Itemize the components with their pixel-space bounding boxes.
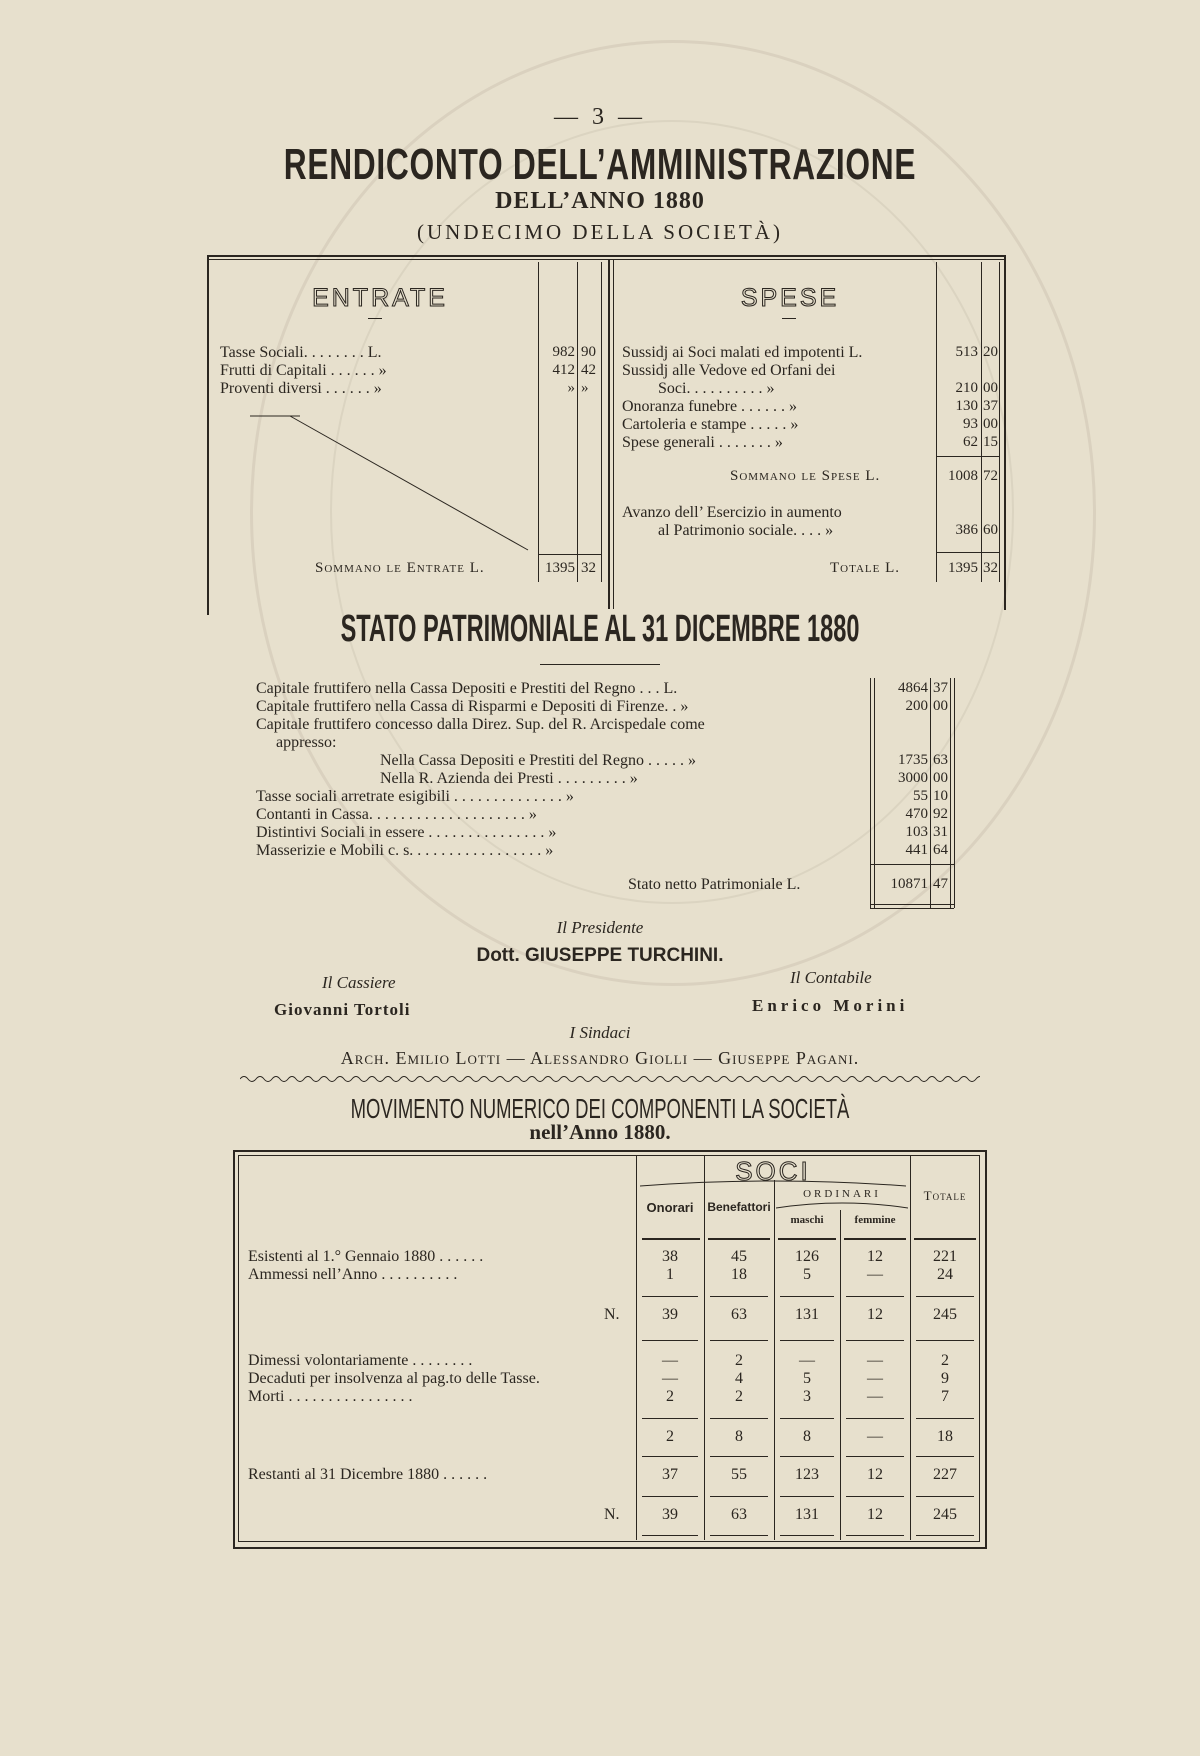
sindaci-names: Arch. Emilio Lotti — Alessandro Giolli — Giuseppe Pagani. — [340, 1048, 860, 1068]
table-cell: 45 — [731, 1248, 747, 1265]
table-cell: — — [867, 1266, 883, 1283]
spese-row-cent: 15 — [983, 434, 998, 450]
table-rule — [846, 1340, 904, 1341]
table-cell: — — [662, 1352, 678, 1369]
entrate-row-label: Frutti di Capitali . . . . . . » — [220, 362, 387, 379]
stato-row-label: Capitale fruttifero nella Cassa di Risparmi e Depositi di Firenze. . » — [256, 698, 689, 715]
table-rule — [916, 1418, 974, 1419]
spese-row-lire: 93 — [963, 416, 978, 432]
table-rule — [780, 1296, 834, 1297]
col-maschi: maschi — [790, 1214, 824, 1226]
spese-total-label: Totale L. — [830, 560, 900, 576]
stato-row-label: Contanti in Cassa. . . . . . . . . . . . . . . . . . . . » — [256, 806, 537, 823]
table-rule — [780, 1456, 834, 1457]
spese-row-cent: 00 — [983, 380, 998, 396]
table-cell: 24 — [937, 1266, 953, 1283]
table-cell: 245 — [933, 1306, 957, 1323]
cassiere-role: Il Cassiere — [322, 973, 396, 992]
entrate-row-label: Proventi diversi . . . . . . » — [220, 380, 382, 397]
table-cell: 39 — [662, 1506, 678, 1523]
report-note: (UNDECIMO DELLA SOCIETÀ) — [417, 220, 783, 244]
stato-row-cent: 31 — [933, 824, 948, 840]
spese-avanzo-line2: al Patrimonio sociale. . . . » — [658, 522, 834, 539]
spese-row-lire: 62 — [963, 434, 978, 450]
table-rule — [642, 1296, 698, 1297]
entrate-row-cent: 90 — [581, 344, 596, 360]
stato-row-lire: 55 — [913, 788, 928, 804]
table-cell: 126 — [795, 1248, 819, 1265]
table-cell: 12 — [867, 1466, 883, 1483]
stato-total-lire: 10871 — [890, 876, 928, 892]
entrate-heading: ENTRATE — [312, 284, 448, 312]
table-cell: 9 — [941, 1370, 949, 1387]
presidente-name: Dott. GIUSEPPE TURCHINI. — [476, 945, 724, 966]
table-row-label: N. — [604, 1306, 620, 1323]
table-cell: 4 — [735, 1370, 743, 1387]
stato-total-label: Stato netto Patrimoniale L. — [628, 876, 801, 893]
stato-row-cent: 00 — [933, 770, 948, 786]
entrate-total-cent: 32 — [581, 560, 596, 576]
table-cell: 63 — [731, 1306, 747, 1323]
spese-row-cent: 20 — [983, 344, 998, 360]
entrate-total-label: Sommano le Entrate L. — [315, 560, 485, 576]
spese-subtotal-lire: 1008 — [948, 468, 978, 484]
spese-row-label: Onoranza funebre . . . . . . » — [622, 398, 798, 415]
spese-subtotal-label: Sommano le Spese L. — [730, 468, 881, 484]
table-row-label: N. — [604, 1506, 620, 1523]
table-cell: 221 — [933, 1248, 957, 1265]
spese-row-label: Sussidj alle Vedove ed Orfani dei — [622, 362, 836, 379]
stato-row-cent: 92 — [933, 806, 948, 822]
wavy-divider — [240, 1074, 980, 1084]
table-rule — [916, 1296, 974, 1297]
stato-row-cent: 63 — [933, 752, 948, 768]
entrate-row-lire: » — [567, 380, 575, 396]
table-row-label: Esistenti al 1.° Gennaio 1880 . . . . . . — [248, 1248, 484, 1265]
stato-row-cent: 64 — [933, 842, 948, 858]
spese-avanzo-lire: 386 — [955, 522, 978, 538]
table-cell: — — [799, 1352, 815, 1369]
stato-row-lire: 470 — [905, 806, 928, 822]
spese-row-cent: 00 — [983, 416, 998, 432]
ordinari-header: ORDINARI — [803, 1188, 881, 1200]
cancel-stroke — [250, 410, 540, 560]
stato-row-label: Distintivi Sociali in essere . . . . . . . . . . . . . . . » — [256, 824, 557, 841]
soci-group-header: SOCI — [735, 1156, 811, 1186]
report-title: RENDICONTO DELL’AMMINISTRAZIONE — [283, 140, 917, 189]
table-cell: — — [867, 1388, 883, 1405]
table-rule — [642, 1456, 698, 1457]
movimento-title: MOVIMENTO NUMERICO DEI COMPONENTI LA SOCIETÀ — [350, 1093, 850, 1124]
sindaci-role: I Sindaci — [569, 1023, 631, 1042]
stato-row-label: Masserizie e Mobili c. s. . . . . . . . . . . . . . . . . » — [256, 842, 554, 859]
table-row-label: Morti . . . . . . . . . . . . . . . . — [248, 1388, 413, 1405]
table-cell: 39 — [662, 1306, 678, 1323]
table-rule — [710, 1296, 768, 1297]
table-rule — [846, 1456, 904, 1457]
col-totale: Totale — [923, 1188, 967, 1203]
table-cell: 8 — [735, 1428, 743, 1445]
entrate-row-cent: » — [581, 380, 589, 396]
table-cell: 123 — [795, 1466, 819, 1483]
stato-row-label: Capitale fruttifero concesso dalla Direz. Sup. del R. Arcispedale come — [256, 716, 705, 733]
contabile-role: Il Contabile — [790, 968, 872, 987]
table-rule — [846, 1296, 904, 1297]
table-rule — [780, 1535, 834, 1536]
stato-row-cent: 10 — [933, 788, 948, 804]
table-cell: 7 — [941, 1388, 949, 1405]
table-cell: 2 — [666, 1388, 674, 1405]
entrate-row-cent: 42 — [581, 362, 596, 378]
entrate-row-lire: 412 — [552, 362, 575, 378]
col-femmine: femmine — [854, 1214, 896, 1226]
table-rule — [710, 1535, 768, 1536]
table-cell: 5 — [803, 1266, 811, 1283]
table-row-label: Decaduti per insolvenza al pag.to delle Tasse. — [248, 1370, 540, 1387]
table-rule — [916, 1496, 974, 1497]
report-subtitle: DELL’ANNO 1880 — [495, 188, 705, 214]
spese-row-label: Spese generali . . . . . . . » — [622, 434, 783, 451]
stato-row-lire: 103 — [905, 824, 928, 840]
table-rule — [916, 1340, 974, 1341]
table-cell: — — [867, 1352, 883, 1369]
table-rule — [642, 1496, 698, 1497]
table-cell: 63 — [731, 1506, 747, 1523]
table-cell: 18 — [937, 1428, 953, 1445]
stato-row-lire: 200 — [905, 698, 928, 714]
spese-subtotal-cent: 72 — [983, 468, 998, 484]
table-cell: 3 — [803, 1388, 811, 1405]
table-rule — [780, 1340, 834, 1341]
table-cell: 245 — [933, 1506, 957, 1523]
table-cell: 227 — [933, 1466, 957, 1483]
table-cell: 131 — [795, 1306, 819, 1323]
spese-row-lire: 513 — [955, 344, 978, 360]
spese-row-label: Cartoleria e stampe . . . . . » — [622, 416, 799, 433]
table-cell: 18 — [731, 1266, 747, 1283]
table-rule — [916, 1535, 974, 1536]
col-benefattori: Benefattori — [707, 1200, 771, 1214]
table-cell: 12 — [867, 1306, 883, 1323]
table-cell: 12 — [867, 1248, 883, 1265]
table-rule — [846, 1496, 904, 1497]
spese-heading: SPESE — [740, 284, 840, 312]
stato-row-label: Tasse sociali arretrate esigibili . . . . . . . . . . . . . . » — [256, 788, 574, 805]
movimento-subtitle: nell’Anno 1880. — [529, 1120, 671, 1144]
stato-row-lire: 441 — [905, 842, 928, 858]
table-cell: — — [867, 1370, 883, 1387]
stato-row-cent: 37 — [933, 680, 948, 696]
stato-row-label: Capitale fruttifero nella Cassa Depositi e Prestiti del Regno . . . L. — [256, 680, 678, 697]
table-cell: 38 — [662, 1248, 678, 1265]
spese-avanzo-line1: Avanzo dell’ Esercizio in aumento — [622, 504, 842, 521]
table-cell: 2 — [666, 1428, 674, 1445]
table-cell: 12 — [867, 1506, 883, 1523]
stato-total-cent: 47 — [933, 876, 948, 892]
table-rule — [916, 1456, 974, 1457]
table-cell: 2 — [735, 1352, 743, 1369]
table-rule — [710, 1340, 768, 1341]
table-rule — [710, 1496, 768, 1497]
table-cell: 8 — [803, 1428, 811, 1445]
table-rule — [846, 1418, 904, 1419]
table-cell: — — [662, 1370, 678, 1387]
page-number: — 3 — — [554, 104, 646, 130]
table-cell: 1 — [666, 1266, 674, 1283]
table-cell: 5 — [803, 1370, 811, 1387]
spese-row-label: Sussidj ai Soci malati ed impotenti L. — [622, 344, 863, 361]
spese-total-lire: 1395 — [948, 560, 978, 576]
spese-total-cent: 32 — [983, 560, 998, 576]
table-rule — [642, 1535, 698, 1536]
stato-row-label: Nella R. Azienda dei Presti . . . . . . . . . » — [380, 770, 638, 787]
col-onorari: Onorari — [646, 1200, 694, 1215]
stato-row-label: appresso: — [276, 734, 337, 751]
table-rule — [642, 1418, 698, 1419]
spese-row-cent: 37 — [983, 398, 998, 414]
table-rule — [710, 1456, 768, 1457]
table-rule — [710, 1418, 768, 1419]
table-rule — [780, 1496, 834, 1497]
stato-row-lire: 1735 — [898, 752, 928, 768]
table-cell: 131 — [795, 1506, 819, 1523]
table-cell: — — [867, 1428, 883, 1445]
entrate-total-lire: 1395 — [545, 560, 575, 576]
table-cell: 2 — [941, 1352, 949, 1369]
contabile-name: Enrico Morini — [752, 996, 909, 1015]
spese-row-label: Soci. . . . . . . . . . » — [658, 380, 775, 397]
table-cell: 2 — [735, 1388, 743, 1405]
stato-row-cent: 00 — [933, 698, 948, 714]
table-rule — [642, 1340, 698, 1341]
entrate-row-label: Tasse Sociali. . . . . . . . L. — [220, 344, 382, 361]
presidente-role: Il Presidente — [556, 918, 644, 937]
table-row-label: Dimessi volontariamente . . . . . . . . — [248, 1352, 473, 1369]
stato-row-lire: 3000 — [898, 770, 928, 786]
entrate-row-lire: 982 — [552, 344, 575, 360]
table-row-label: Ammessi nell’Anno . . . . . . . . . . — [248, 1266, 458, 1283]
table-rule — [846, 1535, 904, 1536]
stato-row-lire: 4864 — [898, 680, 928, 696]
spese-row-lire: 210 — [955, 380, 978, 396]
table-rule — [780, 1418, 834, 1419]
cassiere-name: Giovanni Tortoli — [274, 1000, 411, 1019]
table-cell: 37 — [662, 1466, 678, 1483]
table-cell: 55 — [731, 1466, 747, 1483]
spese-avanzo-cent: 60 — [983, 522, 998, 538]
stato-title: STATO PATRIMONIALE AL 31 DICEMBRE 1880 — [340, 608, 860, 650]
table-row-label: Restanti al 31 Dicembre 1880 . . . . . . — [248, 1466, 488, 1483]
stato-row-label: Nella Cassa Depositi e Prestiti del Regno . . . . . » — [380, 752, 696, 769]
spese-row-lire: 130 — [955, 398, 978, 414]
